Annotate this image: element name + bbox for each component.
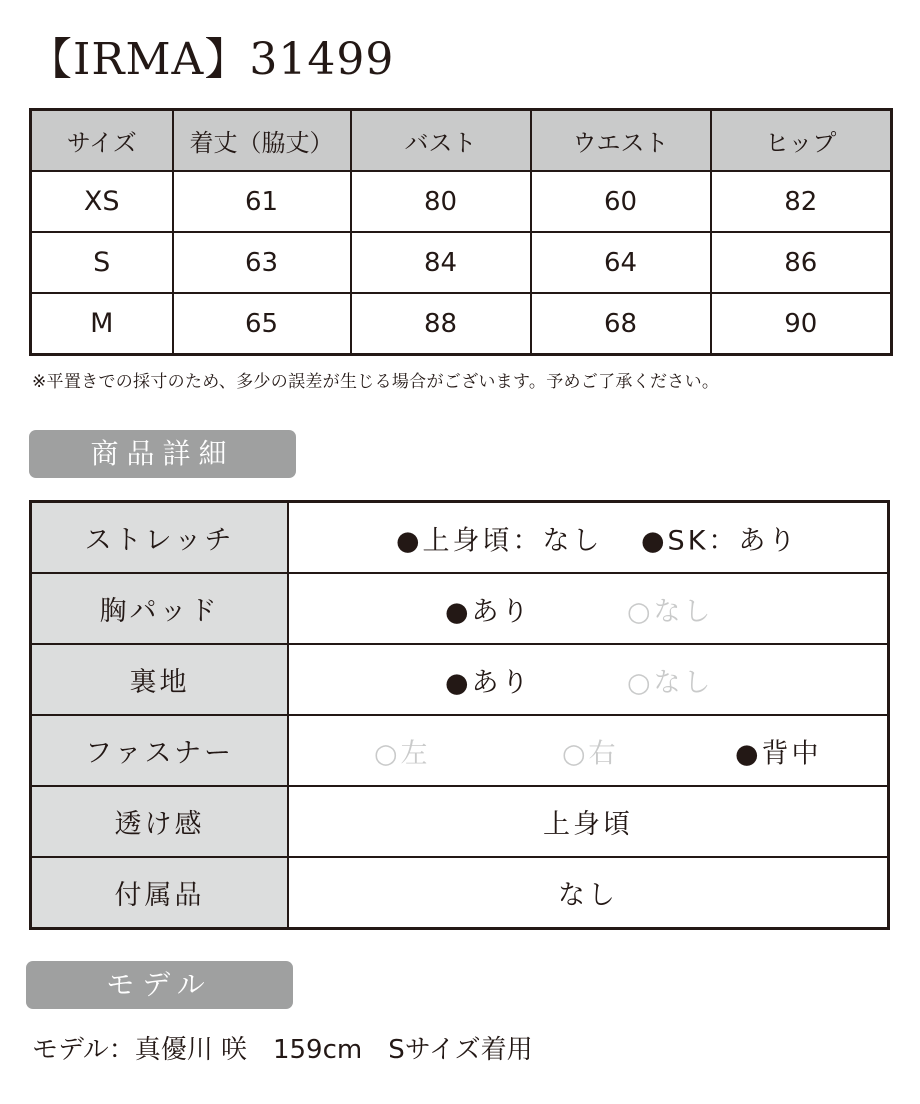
detail-value <box>288 573 889 644</box>
detail-row-sheer <box>31 786 889 857</box>
lining-yes-option: ●あり <box>445 667 532 698</box>
table-cell: 61 <box>173 171 351 232</box>
detail-label: 付属品 <box>31 857 289 929</box>
page-title: 【IRMA】31499 <box>28 34 395 85</box>
detail-label: ファスナー <box>31 715 289 786</box>
detail-value <box>288 502 889 574</box>
header-size: サイズ <box>31 110 173 172</box>
table-cell: 63 <box>173 232 351 293</box>
header-bust: バスト <box>351 110 531 172</box>
detail-label: 透け感 <box>31 786 289 857</box>
size-table <box>29 108 893 356</box>
section-tab-details: 商品詳細 <box>29 430 296 478</box>
table-cell: 68 <box>531 293 711 355</box>
table-cell: 60 <box>531 171 711 232</box>
table-cell: 80 <box>351 171 531 232</box>
size-label: M <box>31 293 173 355</box>
table-cell: 90 <box>711 293 892 355</box>
table-cell: 86 <box>711 232 892 293</box>
header-length: 着丈（脇丈） <box>173 110 351 172</box>
detail-label: 胸パッド <box>31 573 289 644</box>
detail-value: 上身頃 <box>288 786 889 857</box>
header-hip: ヒップ <box>711 110 892 172</box>
table-row <box>31 171 892 232</box>
pad-yes-option: ●あり <box>445 596 532 627</box>
zipper-right-option: ○右 <box>562 738 619 769</box>
header-waist: ウエスト <box>531 110 711 172</box>
section-tab-model: モデル <box>26 961 293 1009</box>
detail-row-pad <box>31 573 889 644</box>
table-cell: 84 <box>351 232 531 293</box>
table-cell: 88 <box>351 293 531 355</box>
detail-table <box>29 500 890 930</box>
size-label: XS <box>31 171 173 232</box>
zipper-back-option: ●背中 <box>735 738 822 769</box>
measurement-note: ※平置きでの採寸のため、多少の誤差が生じる場合がございます。予めご了承ください。 <box>32 372 720 392</box>
size-label: S <box>31 232 173 293</box>
detail-row-lining <box>31 644 889 715</box>
table-cell: 82 <box>711 171 892 232</box>
stretch-top-option: ●上身頃：なし <box>396 525 603 556</box>
zipper-left-option: ○左 <box>374 738 431 769</box>
detail-row-stretch <box>31 502 889 574</box>
detail-row-accessory <box>31 857 889 929</box>
detail-value <box>288 715 889 786</box>
detail-label: ストレッチ <box>31 502 289 574</box>
pad-no-option: ○なし <box>627 596 714 627</box>
model-info: モデル：真優川 咲 159cm Sサイズ着用 <box>32 1035 533 1065</box>
table-row <box>31 293 892 355</box>
size-table-header <box>31 110 892 172</box>
table-row <box>31 232 892 293</box>
detail-label: 裏地 <box>31 644 289 715</box>
lining-no-option: ○なし <box>627 667 714 698</box>
detail-value <box>288 644 889 715</box>
detail-value: なし <box>288 857 889 929</box>
table-cell: 64 <box>531 232 711 293</box>
detail-row-zipper <box>31 715 889 786</box>
table-cell: 65 <box>173 293 351 355</box>
stretch-sk-option: ●SK：あり <box>641 525 799 556</box>
